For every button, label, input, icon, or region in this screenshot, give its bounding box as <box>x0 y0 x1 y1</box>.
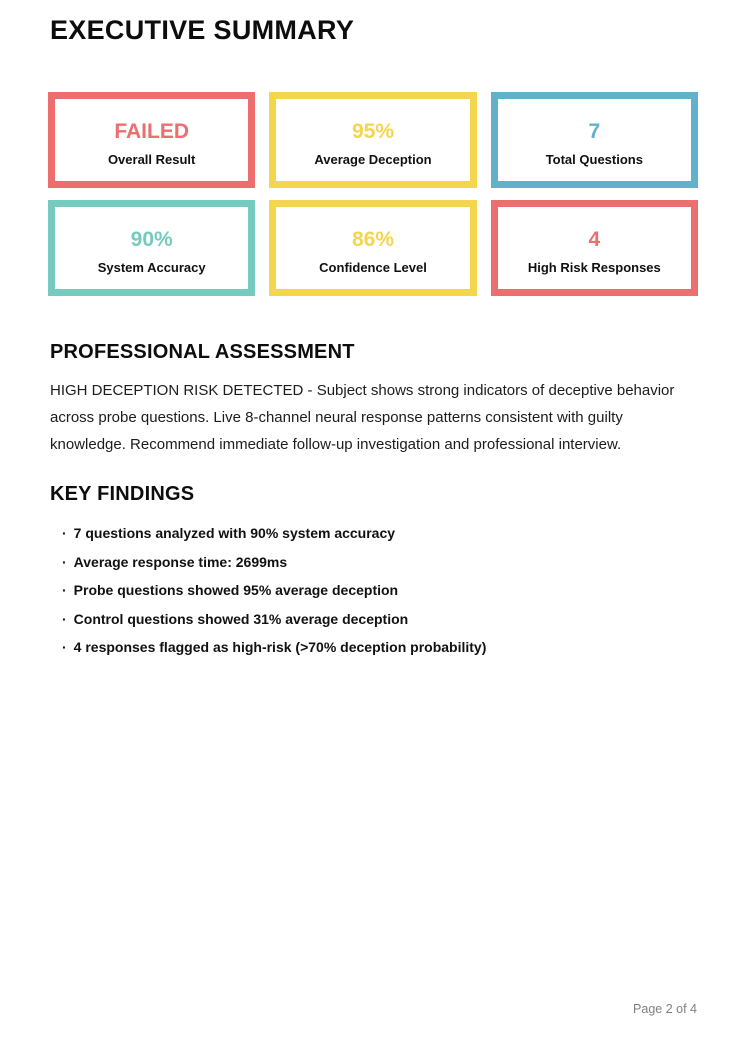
finding-item <box>62 548 702 577</box>
finding-item <box>62 519 702 548</box>
metric-label: Confidence Level <box>319 260 427 275</box>
finding-item <box>62 633 702 662</box>
metric-label: High Risk Responses <box>527 260 661 275</box>
metric-value: 7 <box>588 120 601 143</box>
finding-text: 4 responses flagged as high-risk (>70% deception probability) <box>73 639 487 655</box>
metric-card-overall-result <box>48 92 255 188</box>
bullet-icon: · <box>62 610 67 627</box>
section-heading: PROFESSIONAL ASSESSMENT <box>50 341 355 363</box>
metric-card-system-accuracy <box>48 200 255 296</box>
metric-value: 90% <box>130 228 173 251</box>
finding-item <box>62 605 702 634</box>
bullet-icon: · <box>62 525 67 541</box>
finding-text: 7 questions analyzed with 90% system accuracy <box>73 525 396 541</box>
bullet-icon: · <box>62 553 67 570</box>
metric-label: System Accuracy <box>97 260 206 275</box>
metric-label: Total Questions <box>545 152 643 167</box>
metric-label: Average Deception <box>314 152 432 167</box>
metric-value: FAILED <box>114 120 189 143</box>
metric-card-total-questions <box>491 92 698 188</box>
metric-card-high-risk-responses <box>491 200 698 296</box>
section-key-findings <box>50 483 702 662</box>
metric-cards-grid <box>48 92 698 296</box>
finding-text: Probe questions showed 95% average deception <box>73 582 399 598</box>
metric-label: Overall Result <box>107 152 196 167</box>
section-heading: KEY FINDINGS <box>50 483 195 505</box>
metric-value: 95% <box>351 120 394 143</box>
bullet-icon: · <box>62 582 67 598</box>
metric-card-average-deception <box>269 92 476 188</box>
metric-card-confidence-level <box>269 200 476 296</box>
finding-text: Control questions showed 31% average deception <box>73 610 409 627</box>
page-title: EXECUTIVE SUMMARY <box>50 15 355 45</box>
metric-value: 4 <box>588 228 601 251</box>
assessment-body-text: HIGH DECEPTION RISK DETECTED - Subject shows strong indicators of deceptive behavior across probe questions. Live 8-channel neural response patterns consistent with guilty knowledge. Recommend immediate follow-up investigation and professional interview. <box>50 382 675 453</box>
bullet-icon: · <box>62 639 67 655</box>
metric-value: 86% <box>351 228 394 251</box>
finding-text: Average response time: 2699ms <box>73 553 288 570</box>
section-professional-assessment <box>50 341 702 458</box>
finding-item <box>62 576 702 605</box>
key-findings-list <box>50 519 702 662</box>
page-number: Page 2 of 4 <box>633 1002 697 1016</box>
